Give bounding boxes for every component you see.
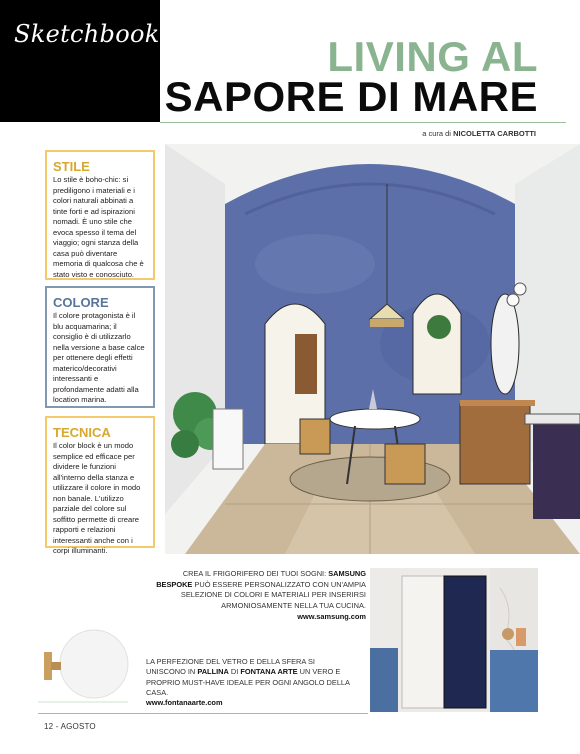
- credit-author: NICOLETTA CARBOTTI: [453, 129, 536, 138]
- author-credit: [422, 129, 536, 138]
- samsung-ad-text: [150, 569, 366, 623]
- color-box: [45, 286, 155, 408]
- section-badge-label: Sketchbook: [14, 20, 160, 48]
- fontana-description: UN VERO E PROPRIO MUST-HAVE IDEALE PER OGNI ANGOLO DELLA CASA.: [146, 667, 350, 698]
- technique-text: Il color block è un modo semplice ed efficace per dividere le funzioni all'interno della stanza e utilizzare il colore in modo non banale. L'utilizzo parziale del colore sul soffitto permette di creare rapporti e relazioni interessanti anche con i corpi illuminanti.: [53, 441, 141, 555]
- page-title-line1: LIVING AL: [327, 33, 538, 80]
- page-title-line2: SAPORE DI MARE: [164, 73, 538, 120]
- footer-divider: [38, 713, 368, 714]
- pallina-lamp-photo: [38, 622, 138, 710]
- style-box: [45, 150, 155, 280]
- fontana-ad-text: [146, 657, 356, 709]
- style-heading: STILE: [53, 159, 90, 174]
- fontana-product: PALLINA: [197, 667, 229, 677]
- samsung-description: PUÒ ESSERE PERSONALIZZATO CON UN'AMPIA SELEZIONE DI COLORI E MATERIALI PER INSERIRSI ARMONIOSAMENTE NELLA TUA CUCINA.: [180, 579, 366, 611]
- style-text: Lo stile è boho-chic: si prediligono i materiali e i colori naturali abbinati a tinte forti e ad ispirazioni nomadi. È uno stile che evoca spesso il tema del viaggio; ogni stanza della casa può diventare memoria di qualcosa che è stato visto e conosciuto.: [53, 175, 144, 279]
- technique-box: [45, 416, 155, 555]
- fontana-mid: DI: [230, 667, 239, 677]
- fontana-url[interactable]: www.fontanaarte.com: [146, 698, 223, 708]
- color-text: Il colore protagonista è il blu acquamarina; il consiglio è di utilizzarlo nella versione a base calce per ottenere degli effetti materico/decorativi interessanti e profondamente adatti alla location marina.: [53, 311, 145, 405]
- color-heading: COLORE: [53, 295, 109, 310]
- fridge-photo: [370, 568, 538, 712]
- page-folio: 12 - AGOSTO: [44, 722, 96, 731]
- samsung-url[interactable]: www.samsung.com: [297, 611, 366, 621]
- fontana-brand: FONTANA ARTE: [240, 667, 298, 677]
- living-room-sketch-image: [165, 144, 580, 554]
- fontana-lead: LA PERFEZIONE DEL VETRO E DELLA SFERA SI UNISCONO IN: [146, 657, 315, 677]
- header-divider: [160, 122, 566, 123]
- samsung-lead: CREA IL FRIGORIFERO DEI TUOI SOGNI:: [182, 569, 327, 578]
- technique-heading: TECNICA: [53, 425, 111, 440]
- samsung-brand: SAMSUNG BESPOKE: [156, 569, 366, 589]
- credit-prefix: a cura di: [422, 129, 451, 138]
- section-badge: [0, 0, 160, 122]
